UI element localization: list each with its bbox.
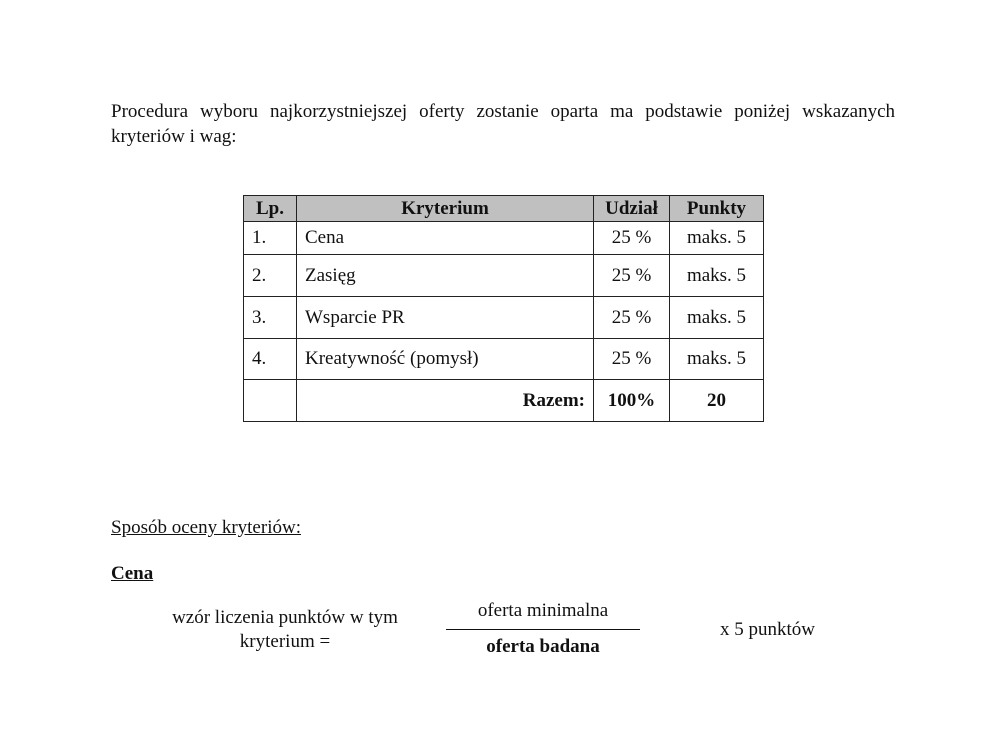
formula-numerator: oferta minimalna bbox=[477, 600, 609, 621]
table-row bbox=[244, 255, 764, 297]
cell-share: 25 % bbox=[594, 255, 670, 297]
formula-multiplier: x 5 punktów bbox=[720, 619, 815, 640]
total-label: Razem: bbox=[297, 380, 594, 422]
header-points: Punkty bbox=[670, 196, 764, 222]
total-points: 20 bbox=[670, 380, 764, 422]
fraction-bar bbox=[446, 629, 640, 630]
cell-share: 25 % bbox=[594, 297, 670, 339]
cell-points: maks. 5 bbox=[670, 222, 764, 255]
header-share: Udział bbox=[594, 196, 670, 222]
table-row bbox=[244, 297, 764, 339]
cell-lp: 1. bbox=[244, 222, 297, 255]
table-total-row bbox=[244, 380, 764, 422]
cell-criterion: Zasięg bbox=[297, 255, 594, 297]
cell-share: 25 % bbox=[594, 339, 670, 380]
formula-lhs-line2: kryterium = bbox=[239, 631, 331, 652]
cell-lp: 3. bbox=[244, 297, 297, 339]
cell-lp: 2. bbox=[244, 255, 297, 297]
criterion-heading: Cena bbox=[111, 563, 154, 584]
formula-lhs-line1: wzór liczenia punktów w tym bbox=[172, 607, 398, 628]
table-row bbox=[244, 339, 764, 380]
formula-lhs bbox=[150, 606, 420, 654]
header-criterion: Kryterium bbox=[297, 196, 594, 222]
table-row bbox=[244, 222, 764, 255]
cell-empty bbox=[244, 380, 297, 422]
total-share: 100% bbox=[594, 380, 670, 422]
intro-paragraph: Procedura wyboru najkorzystniejszej oferty zostanie oparta ma podstawie poniżej wskazanych kryteriów i wag: bbox=[111, 101, 895, 147]
criteria-table bbox=[243, 195, 764, 422]
cell-points: maks. 5 bbox=[670, 297, 764, 339]
cell-points: maks. 5 bbox=[670, 255, 764, 297]
cell-lp: 4. bbox=[244, 339, 297, 380]
cell-criterion: Cena bbox=[297, 222, 594, 255]
section-heading: Sposób oceny kryteriów: bbox=[111, 517, 301, 538]
header-lp: Lp. bbox=[244, 196, 297, 222]
table-header-row bbox=[244, 196, 764, 222]
cell-share: 25 % bbox=[594, 222, 670, 255]
cell-points: maks. 5 bbox=[670, 339, 764, 380]
formula-denominator: oferta badana bbox=[486, 636, 600, 657]
cell-criterion: Kreatywność (pomysł) bbox=[297, 339, 594, 380]
cell-criterion: Wsparcie PR bbox=[297, 297, 594, 339]
